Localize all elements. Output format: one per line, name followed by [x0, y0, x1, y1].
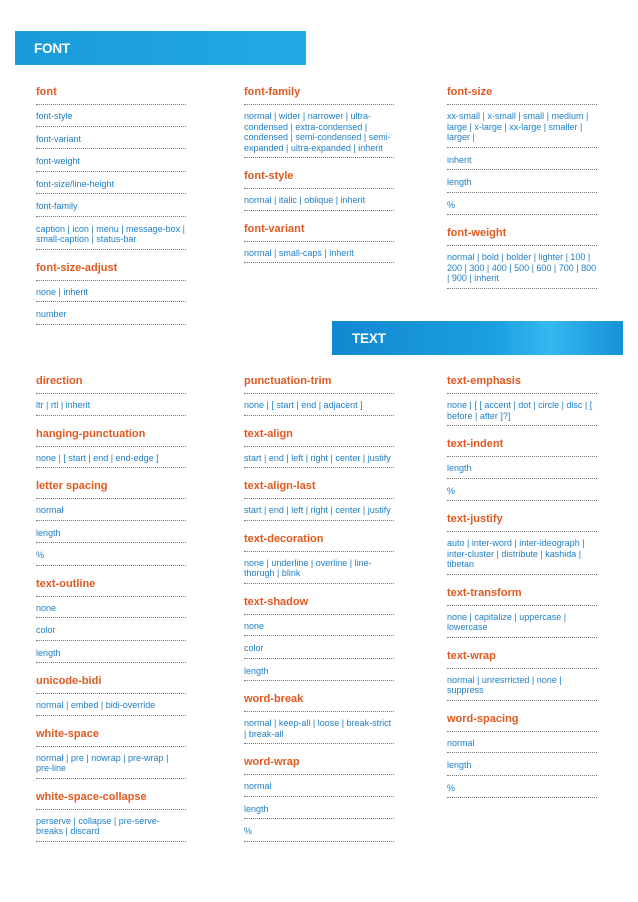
property-value: none | inherit	[36, 280, 186, 303]
property-value: length	[447, 170, 597, 193]
property-name: text-indent	[447, 438, 504, 450]
property-name: white-space-collapse	[36, 790, 147, 803]
property-value: font-size/line-height	[36, 172, 186, 195]
font-column-1	[36, 85, 186, 325]
font-column-2	[244, 85, 394, 263]
property-name: punctuation-trim	[244, 375, 332, 387]
property-value: %	[244, 819, 394, 842]
property-name: hanging-punctuation	[36, 427, 146, 440]
property-name: word-spacing	[447, 712, 519, 725]
property-name: font-weight	[447, 227, 507, 239]
property-value: length	[447, 456, 597, 479]
property-value: normal	[447, 731, 597, 754]
property-value: none | [ start | end | end-edge ]	[36, 446, 186, 469]
property-value: none	[36, 596, 186, 619]
property-value: length	[36, 521, 186, 544]
property-name: word-wrap	[244, 756, 300, 768]
property-value: perserve | collapse | pre-serve-breaks | discard	[36, 809, 186, 842]
property-value: %	[447, 193, 597, 216]
property-value: %	[447, 776, 597, 799]
property-value: color	[244, 636, 394, 659]
property-value: none | capitalize | uppercase | lowercase	[447, 605, 597, 638]
property-value: normal | bold | bolder | lighter | 100 | 200 | 300 | 400 | 500 | 600 | 700 | 800 | 900 | inherit	[447, 245, 597, 289]
property-name: text-decoration	[244, 532, 324, 545]
font-section-title: FONT	[34, 40, 70, 56]
property-name: font-style	[244, 170, 294, 182]
property-name: text-wrap	[447, 649, 496, 662]
property-name: text-justify	[447, 513, 503, 525]
property-value: normal | unresrricted | none | suppress	[447, 668, 597, 701]
property-value: none | underline | overline | line-thorugh | blink	[244, 551, 394, 584]
property-name: text-transform	[447, 586, 522, 599]
property-value: font-weight	[36, 149, 186, 172]
property-value: caption | icon | menu | message-box | small-caption | status-bar	[36, 217, 186, 250]
property-value: none	[244, 614, 394, 637]
property-name: text-emphasis	[447, 375, 521, 387]
property-value: %	[447, 479, 597, 502]
property-name: font-size-adjust	[36, 261, 118, 274]
property-value: auto | inter-word | inter-ideograph | inter-cluster | distribute | kashida | tibetan	[447, 531, 597, 575]
property-value: length	[244, 797, 394, 820]
property-value: normal | pre | nowrap | pre-wrap | pre-line	[36, 746, 186, 779]
property-name: text-align-last	[244, 480, 316, 492]
property-name: font	[36, 86, 57, 98]
property-value: normal	[36, 498, 186, 521]
text-column-3	[447, 374, 597, 798]
property-value: font-style	[36, 104, 186, 127]
property-name: text-align	[244, 427, 293, 440]
property-value: normal | italic | oblique | inherit	[244, 188, 394, 211]
property-name: font-variant	[244, 222, 305, 235]
property-name: word-break	[244, 693, 304, 705]
property-name: white-space	[36, 727, 99, 740]
property-value: length	[36, 641, 186, 664]
property-name: direction	[36, 375, 83, 387]
text-section-header	[332, 321, 623, 355]
property-value: start | end | left | right | center | justify	[244, 446, 394, 469]
property-value: xx-small | x-small | small | medium | large | x-large | xx-large | smaller | larger |	[447, 104, 597, 148]
property-value: normal	[244, 774, 394, 797]
font-column-3	[447, 85, 597, 289]
property-value: length	[447, 753, 597, 776]
property-value: ltr | rtl | inherit	[36, 393, 186, 416]
property-value: normal | embed | bidi-override	[36, 693, 186, 716]
property-value: normal | wider | narrower | ultra-condensed | extra-condensed | condensed | semi-condensed | semi-expanded | ultra-expanded | inherit	[244, 104, 394, 158]
property-value: start | end | left | right | center | justify	[244, 498, 394, 521]
text-column-2	[244, 374, 394, 842]
property-value: normal | keep-all | loose | break-strict | break-all	[244, 711, 394, 744]
property-value: font-family	[36, 194, 186, 217]
text-section-title: TEXT	[352, 330, 386, 346]
font-section-header	[15, 31, 306, 65]
property-value: color	[36, 618, 186, 641]
property-value: none | [ start | end | adjacent ]	[244, 393, 394, 416]
property-name: font-size	[447, 86, 493, 98]
property-value: inherit	[447, 148, 597, 171]
property-name: text-shadow	[244, 595, 309, 608]
property-name: font-family	[244, 86, 301, 98]
property-name: text-outline	[36, 577, 96, 590]
property-value: none | [ [ accent | dot | circle | disc | [ before | after ]?]	[447, 393, 597, 426]
property-value: font-variant	[36, 127, 186, 150]
property-value: %	[36, 543, 186, 566]
property-name: unicode-bidi	[36, 675, 102, 687]
text-column-1	[36, 374, 186, 842]
property-name: letter spacing	[36, 480, 108, 492]
property-value: normal | small-caps | inherit	[244, 241, 394, 264]
property-value: number	[36, 302, 186, 325]
property-value: length	[244, 659, 394, 682]
